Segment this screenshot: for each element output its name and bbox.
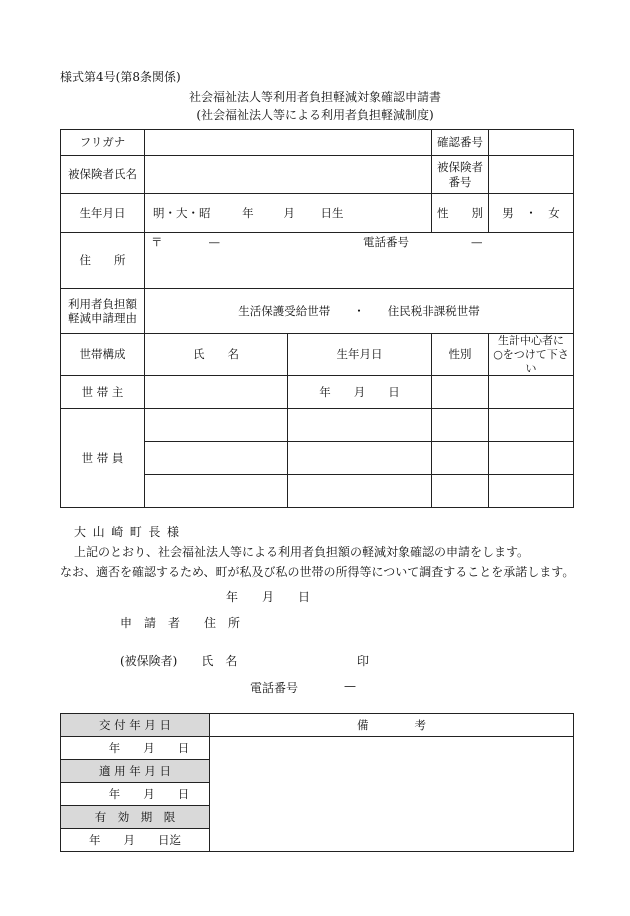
sex-column-header: 性別 (432, 334, 489, 376)
member-2-earner[interactable] (489, 442, 574, 475)
member-1-birth[interactable] (288, 409, 432, 442)
head-name-field[interactable] (145, 376, 288, 409)
member-3-sex[interactable] (432, 475, 489, 508)
name-column-header: 氏 名 (145, 334, 288, 376)
office-use-table (60, 713, 574, 852)
member-2-name[interactable] (145, 442, 288, 475)
era-options: 明・大・昭 (153, 205, 211, 220)
address-field[interactable] (145, 233, 574, 289)
member-3-earner[interactable] (489, 475, 574, 508)
phone-dash: — (471, 235, 483, 249)
postal-mark: 〒 — (151, 235, 220, 249)
insured-name-field[interactable] (145, 156, 432, 194)
remarks-field[interactable] (210, 737, 574, 852)
main-earner-column-header (489, 334, 574, 376)
sex-label: 性 別 (432, 194, 489, 233)
main-earner-line2: ○をつけて下さい (493, 347, 569, 375)
member-3-birth[interactable] (288, 475, 432, 508)
applicant-address-label: 申 請 者 住 所 (120, 616, 241, 630)
furigana-field[interactable] (145, 130, 432, 156)
reason-label (61, 289, 145, 334)
birth-column-header: 生年月日 (288, 334, 432, 376)
member-3-name[interactable] (145, 475, 288, 508)
year-unit: 年 (242, 205, 254, 220)
confirm-no-field[interactable] (489, 130, 574, 156)
applicant-phone-label: 電話番号 (250, 681, 299, 695)
seal-mark: 印 (357, 654, 370, 668)
head-label: 世 帯 主 (61, 376, 145, 409)
phone-label: 電話番号 (363, 235, 409, 249)
reason-label-line2: 軽減申請理由 (68, 311, 137, 325)
issue-date-label: 交 付 年 月 日 (61, 714, 210, 737)
birthdate-label: 生年月日 (61, 194, 145, 233)
household-label: 世帯構成 (61, 334, 145, 376)
main-earner-line1: 生計中心者に (498, 334, 565, 347)
reason-label-line1: 利用者負担額 (68, 296, 137, 311)
application-table (60, 129, 574, 508)
head-birth-field[interactable]: 年 月 日 (288, 376, 432, 409)
issue-date-field[interactable]: 年 月 日 (61, 737, 210, 760)
apply-date-label: 適 用 年 月 日 (61, 760, 210, 783)
notice-line1: 上記のとおり、社会福祉法人等による利用者負担額の軽減対象確認の申請をします。 (74, 545, 530, 559)
confirm-no-label: 確認番号 (432, 130, 489, 156)
apply-date-field[interactable]: 年 月 日 (61, 783, 210, 806)
application-date: 年 月 日 (226, 590, 311, 604)
insured-no-field[interactable] (489, 156, 574, 194)
insured-no-label: 被保険者番号 (432, 156, 489, 194)
notice-line2: なお、適否を確認するため、町が私及び私の世帯の所得等について調査することを承諾します。 (60, 565, 575, 579)
birthdate-field[interactable] (145, 194, 432, 233)
applicant-phone-dash: — (344, 679, 356, 693)
day-unit: 日生 (320, 205, 344, 220)
head-sex-field[interactable] (432, 376, 489, 409)
form-title: 社会福祉法人等利用者負担軽減対象確認申請書 (188, 90, 441, 104)
member-2-sex[interactable] (432, 442, 489, 475)
addressee: 大山崎町長様 (74, 525, 186, 539)
head-earner-field[interactable] (489, 376, 574, 409)
furigana-label: フリガナ (61, 130, 145, 156)
remarks-label: 備 考 (210, 714, 574, 737)
reason-options[interactable]: 生活保護受給世帯 ・ 住民税非課税世帯 (145, 289, 574, 334)
insured-name-label: 被保険者氏名 (61, 156, 145, 194)
month-unit: 月 (283, 205, 295, 220)
validity-field[interactable]: 年 月 日迄 (61, 829, 210, 852)
member-1-earner[interactable] (489, 409, 574, 442)
member-2-birth[interactable] (288, 442, 432, 475)
validity-label: 有 効 期 限 (61, 806, 210, 829)
insured-name-line: (被保険者) 氏 名 (120, 654, 238, 668)
form-subtitle: (社会福祉法人等による利用者負担軽減制度) (196, 108, 434, 122)
member-label: 世 帯 員 (61, 409, 145, 508)
sex-options[interactable]: 男 ・ 女 (489, 194, 574, 233)
address-label: 住 所 (61, 233, 145, 289)
member-1-name[interactable] (145, 409, 288, 442)
form-id: 様式第4号(第8条関係) (60, 70, 181, 84)
member-1-sex[interactable] (432, 409, 489, 442)
